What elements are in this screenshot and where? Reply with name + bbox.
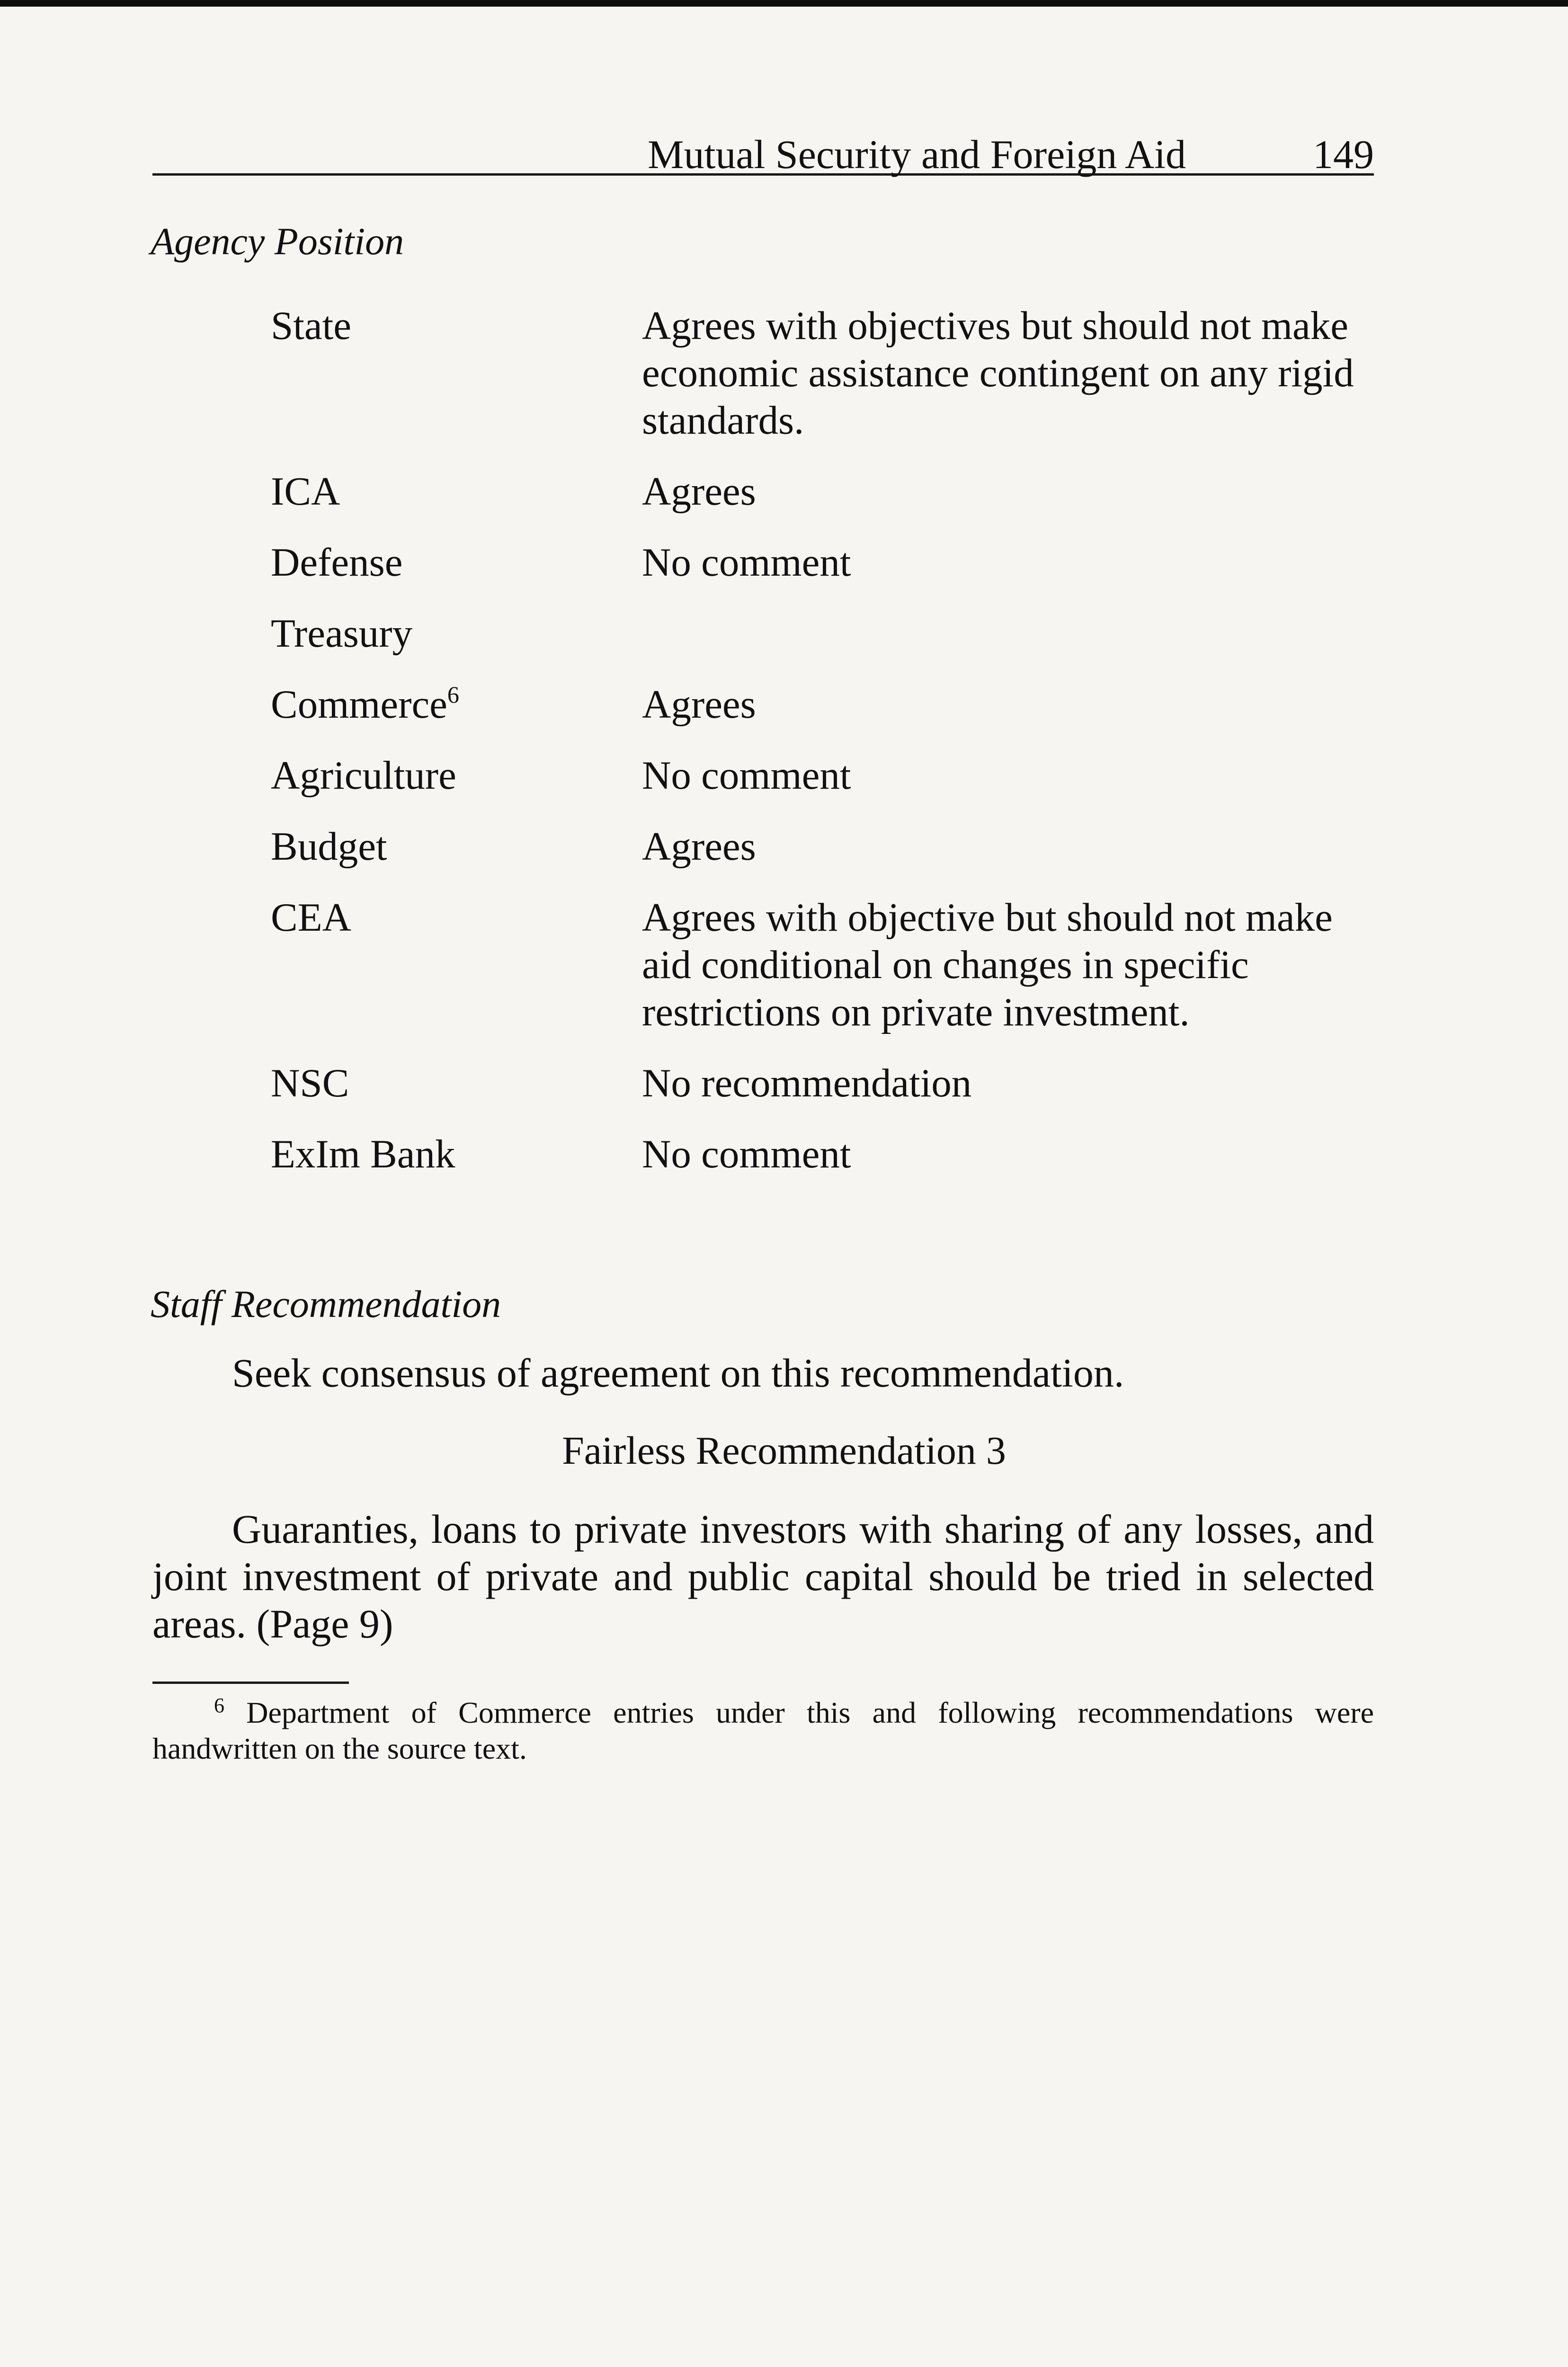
agency-row-cea xyxy=(271,894,1379,1036)
running-head xyxy=(152,128,1374,176)
agency-position-text: Agrees xyxy=(642,469,756,514)
agency-row-nsc xyxy=(271,1059,1379,1107)
agency-position-heading: Agency Position xyxy=(151,220,404,263)
fairless-recommendation-heading: Fairless Recommendation 3 xyxy=(562,1429,1006,1473)
agency-name: ExIm Bank xyxy=(271,1132,455,1176)
agency-name: CEA xyxy=(271,895,351,940)
page-number: 149 xyxy=(1313,132,1374,177)
top-border-rule xyxy=(0,0,1568,7)
agency-name: Commerce xyxy=(271,682,447,727)
agency-row-treasury xyxy=(271,610,1379,657)
agency-position-table xyxy=(271,302,1379,1201)
agency-position-text: Agrees with objective but should not make aid conditional on changes in specific restrictions on private investment. xyxy=(642,895,1333,1034)
footnote-reference: 6 xyxy=(447,681,459,708)
footnote-divider xyxy=(152,1682,349,1684)
agency-name: Agriculture xyxy=(271,753,456,798)
running-head-title: Mutual Security and Foreign Aid xyxy=(648,132,1186,177)
agency-row-budget xyxy=(271,823,1379,870)
agency-position-text: Agrees xyxy=(642,824,756,869)
fairless-recommendation-text: Guaranties, loans to private investors with sharing of any losses, and joint investment of private and public capital should be tried in selected areas. (Page 9) xyxy=(152,1506,1374,1646)
agency-row-commerce xyxy=(271,681,1379,728)
agency-position-text: Agrees with objectives but should not make economic assistance contingent on any rigid standards. xyxy=(642,303,1354,443)
agency-row-agriculture xyxy=(271,752,1379,799)
agency-name: Defense xyxy=(271,540,403,585)
agency-row-defense xyxy=(271,539,1379,586)
agency-name-with-footnote xyxy=(271,681,459,728)
agency-name: ICA xyxy=(271,469,340,514)
footnote-text: Department of Commerce entries under this and following recommendations were handwritten on the source text. xyxy=(152,1696,1374,1765)
agency-row-ica xyxy=(271,468,1379,515)
agency-position-text: No recommendation xyxy=(642,1061,972,1105)
agency-name: State xyxy=(271,303,351,348)
agency-position-text: No comment xyxy=(642,540,851,585)
footnote xyxy=(152,1695,1374,1767)
agency-position-text: Agrees xyxy=(642,682,756,727)
agency-name: NSC xyxy=(271,1061,349,1105)
agency-row-exim-bank xyxy=(271,1130,1379,1178)
agency-name: Treasury xyxy=(271,611,413,656)
agency-position-text: No comment xyxy=(642,753,851,798)
footnote-marker: 6 xyxy=(214,1694,224,1717)
agency-position-text: No comment xyxy=(642,1132,851,1176)
staff-recommendation-text: Seek consensus of agreement on this recommendation. xyxy=(232,1350,1124,1396)
agency-name: Budget xyxy=(271,824,387,869)
agency-row-state xyxy=(271,302,1379,444)
staff-recommendation-heading: Staff Recommendation xyxy=(151,1282,501,1326)
